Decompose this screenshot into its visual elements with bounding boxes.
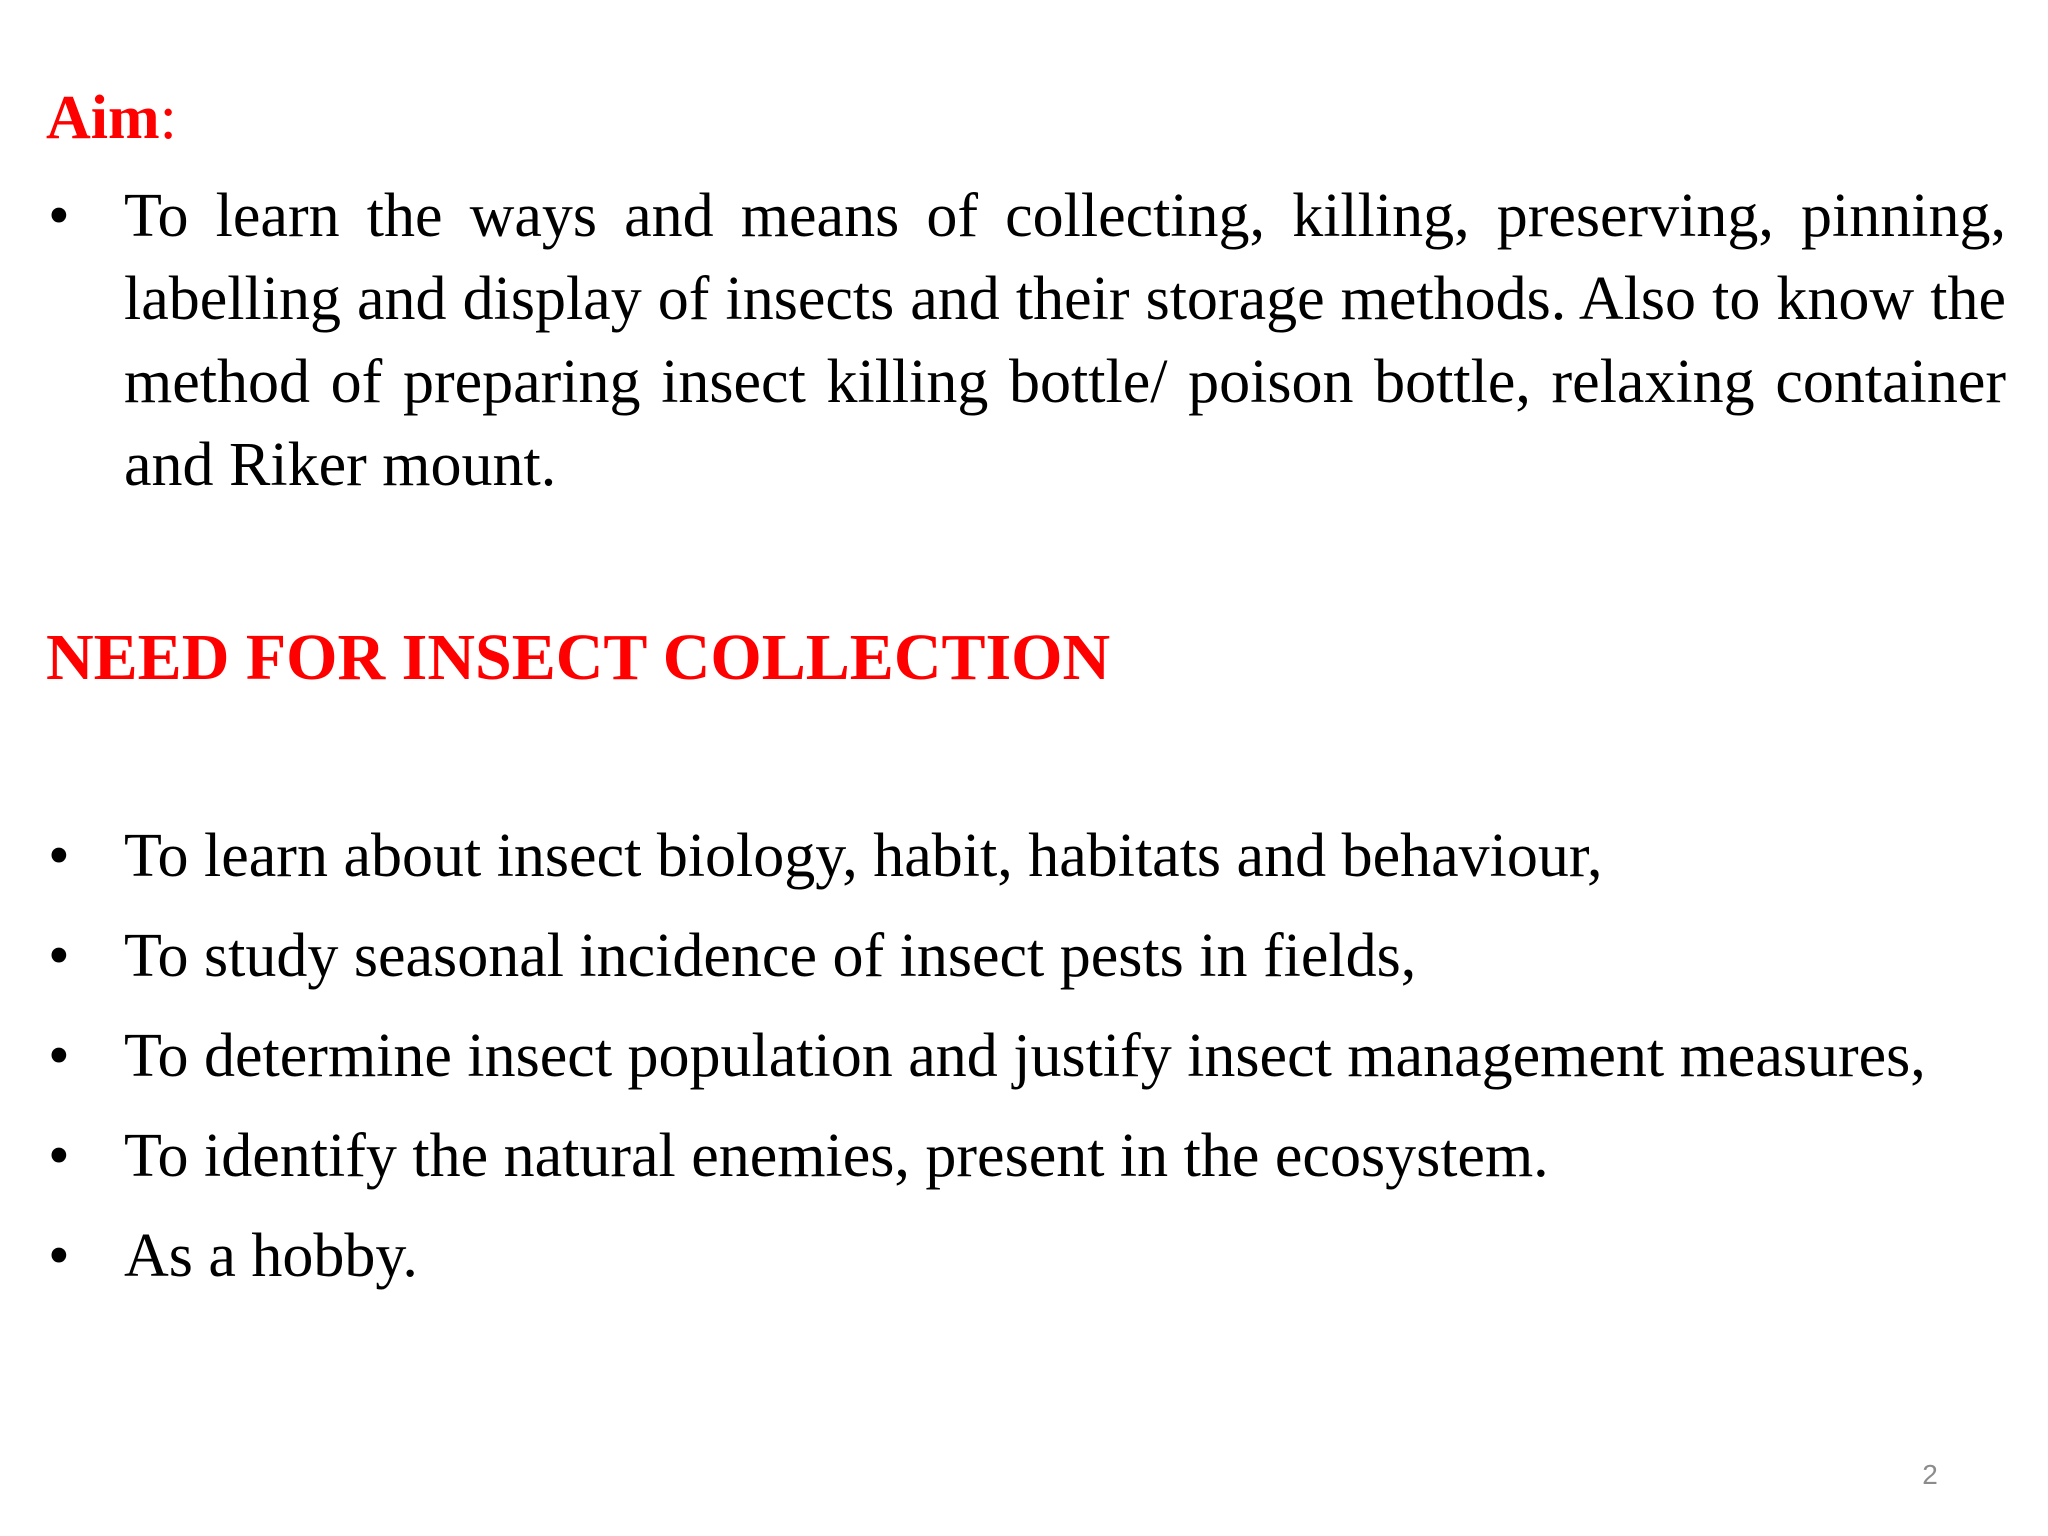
page-number: 2 xyxy=(1922,1459,1938,1490)
need-bullet-item xyxy=(46,1015,2006,1098)
aim-heading-colon: : xyxy=(159,84,177,152)
bullet-dot-icon: • xyxy=(48,1122,70,1190)
need-bullet-item xyxy=(46,1215,2006,1298)
aim-heading-label: Aim xyxy=(46,84,160,152)
need-bullet-text: To determine insect population and justify insect management measures, xyxy=(124,1022,1926,1090)
need-bullet-text: As a hobby. xyxy=(124,1222,418,1290)
need-bullet-list xyxy=(46,815,2006,1298)
need-bullet-text: To study seasonal incidence of insect pests in fields, xyxy=(124,922,1417,990)
need-bullet-item xyxy=(46,915,2006,998)
need-bullet-text: To identify the natural enemies, present in the ecosystem. xyxy=(124,1122,1549,1190)
bullet-dot-icon: • xyxy=(48,1022,70,1090)
need-bullet-item xyxy=(46,1115,2006,1198)
bullet-dot-icon: • xyxy=(48,822,70,890)
bullet-dot-icon: • xyxy=(48,182,70,250)
need-section-heading: NEED FOR INSECT COLLECTION xyxy=(46,621,1111,694)
aim-bullet-item xyxy=(46,175,2006,507)
bullet-dot-icon: • xyxy=(48,1222,70,1290)
need-bullet-text: To learn about insect biology, habit, habitats and behaviour, xyxy=(124,822,1603,890)
bullet-dot-icon: • xyxy=(48,922,70,990)
aim-bullet-list xyxy=(46,175,2006,507)
aim-bullet-text: To learn the ways and means of collecting, killing, preserving, pinning, labelling and display of insects and their storage methods. Also to know the method of preparing insect killing bottle/ poison bottle, relaxing container and Riker mount. xyxy=(124,182,2006,499)
aim-heading xyxy=(46,82,177,154)
need-bullet-item xyxy=(46,815,2006,898)
